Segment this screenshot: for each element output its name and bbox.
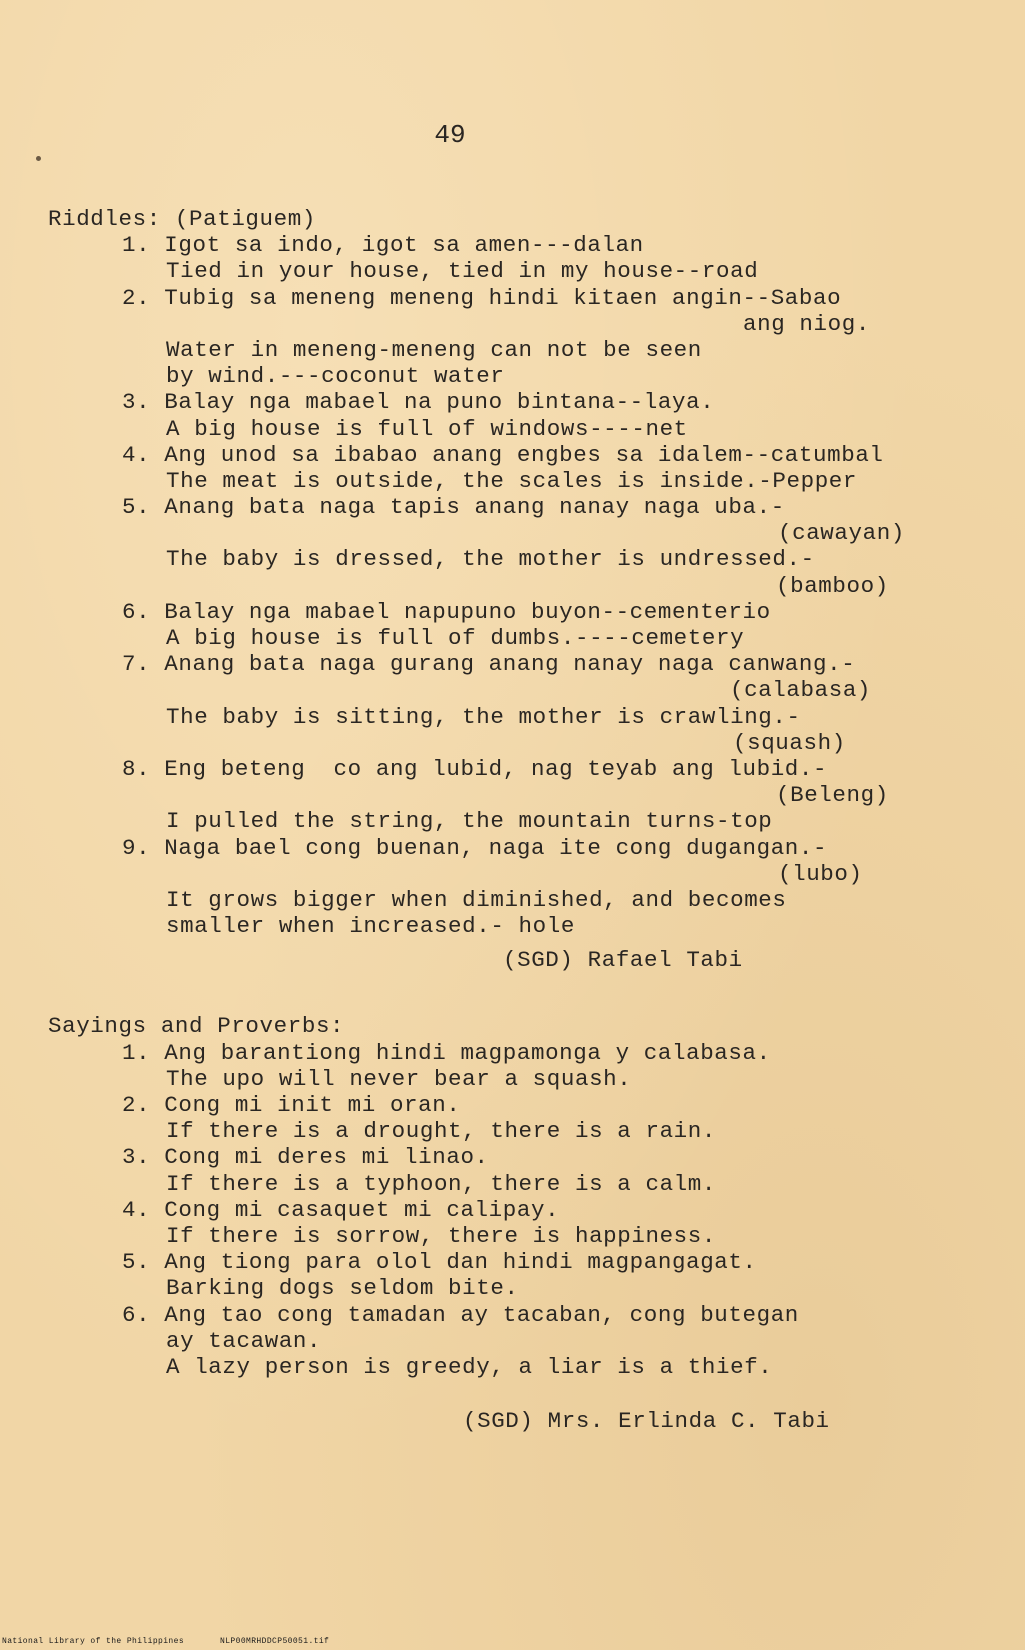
proverb-6-cont: ay tacawan. xyxy=(166,1327,322,1354)
riddle-6-translation: A big house is full of dumbs.----cemetery xyxy=(166,625,745,651)
proverb-3: 3. Cong mi deres mi linao. xyxy=(122,1144,489,1171)
riddle-9-translation: It grows bigger when diminished, and becomes xyxy=(166,886,787,913)
proverb-1: 1. Ang barantiong hindi magpamonga y calabasa. xyxy=(122,1039,771,1066)
riddle-8-translation: I pulled the string, the mountain turns-top xyxy=(166,808,773,835)
riddles-heading: Riddles: (Patiguem) xyxy=(48,206,316,232)
riddle-6: 6. Balay nga mabael napupuno buyon--cementerio xyxy=(122,598,771,625)
riddle-5-answer-translation: (bamboo) xyxy=(776,572,889,599)
riddle-7: 7. Anang bata naga gurang anang nanay naga canwang.- xyxy=(122,651,856,678)
riddle-7-answer: (calabasa) xyxy=(730,677,872,704)
proverb-4: 4. Cong mi casaquet mi calipay. xyxy=(122,1196,560,1223)
proverb-4-translation: If there is sorrow, there is happiness. xyxy=(166,1222,716,1249)
riddle-7-translation: The baby is sitting, the mother is crawling.- xyxy=(166,703,801,730)
riddle-7-answer-translation: (squash) xyxy=(733,729,846,756)
riddle-2: 2. Tubig sa meneng meneng hindi kitaen angin--Sabao xyxy=(122,284,842,311)
document-body xyxy=(48,206,978,1434)
proverb-2: 2. Cong mi init mi oran. xyxy=(122,1092,461,1118)
riddle-1: 1. Igot sa indo, igot sa amen---dalan xyxy=(122,232,644,259)
riddle-3-translation: A big house is full of windows----net xyxy=(166,415,688,442)
riddle-2-answer-cont: ang niog. xyxy=(743,310,870,337)
riddle-5-translation: The baby is dressed, the mother is undressed.- xyxy=(166,546,815,573)
proverb-5: 5. Ang tiong para olol dan hindi magpangagat. xyxy=(122,1249,757,1276)
riddle-9: 9. Naga bael cong buenan, naga ite cong dugangan.- xyxy=(122,834,828,861)
riddle-8-answer: (Beleng) xyxy=(776,782,889,809)
riddle-9-answer: (lubo) xyxy=(778,860,863,887)
footer-library: National Library of the Philippines xyxy=(2,1637,185,1646)
riddle-4-translation: The meat is outside, the scales is inside.-Pepper xyxy=(166,467,858,494)
proverb-3-translation: If there is a typhoon, there is a calm. xyxy=(166,1170,716,1197)
riddle-2-translation-cont: by wind.---coconut water xyxy=(166,363,505,390)
proverb-1-translation: The upo will never bear a squash. xyxy=(166,1065,632,1092)
riddle-4: 4. Ang unod sa ibabao anang engbes sa idalem--catumbal xyxy=(122,441,884,468)
riddle-8: 8. Eng beteng co ang lubid, nag teyab ang lubid.- xyxy=(122,755,828,782)
scan-footer xyxy=(2,1637,365,1646)
proverb-6: 6. Ang tao cong tamadan ay tacaban, cong butegan xyxy=(122,1301,799,1328)
footer-file: NLP00MRHDDCP50051.tif xyxy=(220,1637,330,1646)
page-number: 49 xyxy=(434,120,466,150)
proverbs-signature: (SGD) Mrs. Erlinda C. Tabi xyxy=(463,1408,830,1435)
riddle-5-answer: (cawayan) xyxy=(778,520,905,547)
riddles-signature: (SGD) Rafael Tabi xyxy=(503,947,743,974)
riddle-5: 5. Anang bata naga tapis anang nanay naga uba.- xyxy=(122,494,785,521)
proverb-6-translation: A lazy person is greedy, a liar is a thief. xyxy=(166,1353,773,1380)
riddle-3: 3. Balay nga mabael na puno bintana--laya. xyxy=(122,389,715,416)
paper-speck xyxy=(36,156,41,161)
riddle-2-translation: Water in meneng-meneng can not be seen xyxy=(166,336,702,363)
proverb-2-translation: If there is a drought, there is a rain. xyxy=(166,1118,716,1145)
riddle-1-translation: Tied in your house, tied in my house--road xyxy=(166,258,759,285)
proverb-5-translation: Barking dogs seldom bite. xyxy=(166,1275,519,1302)
riddle-9-translation-cont: smaller when increased.- hole xyxy=(166,913,575,940)
proverbs-heading: Sayings and Proverbs: xyxy=(48,1013,345,1040)
